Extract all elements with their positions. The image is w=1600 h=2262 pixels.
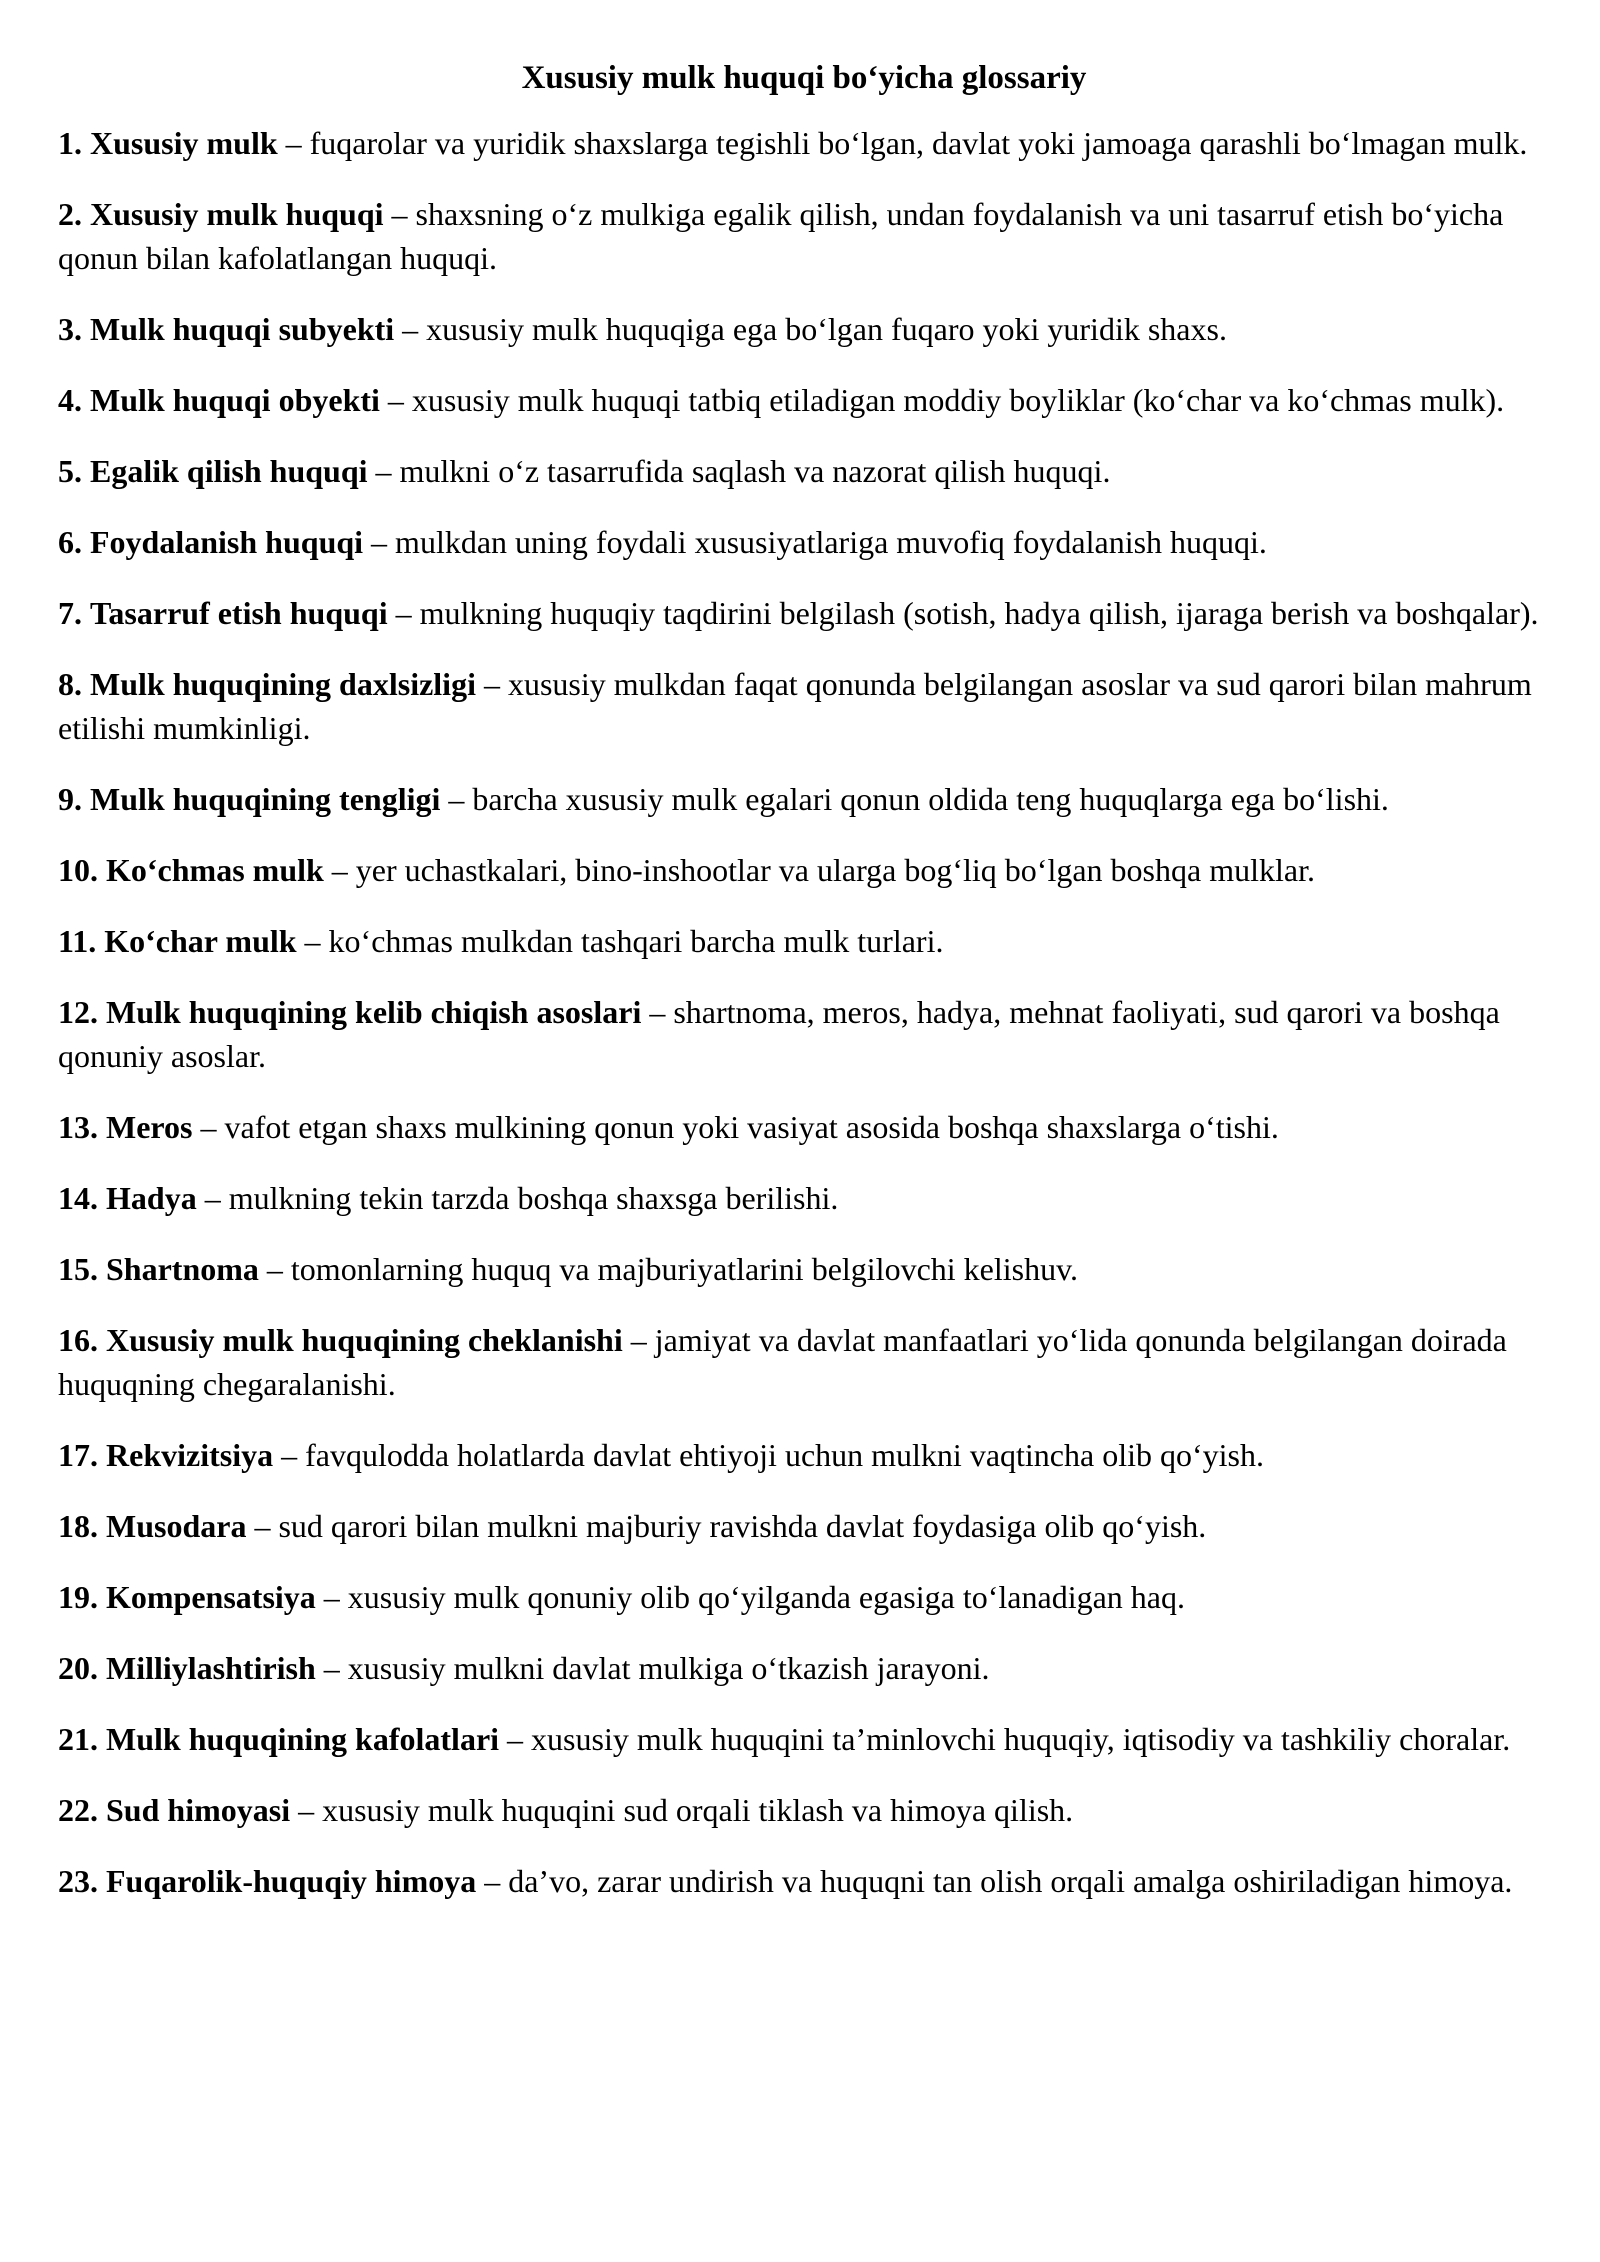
entry-number: 18. (58, 1508, 98, 1544)
entry-number: 2. (58, 196, 82, 232)
entry-term: Mulk huquqining kelib chiqish asoslari (106, 994, 642, 1030)
entry-number: 6. (58, 524, 82, 560)
glossary-entry (58, 848, 1550, 892)
glossary-entry (58, 520, 1550, 564)
document-page (58, 56, 1550, 1930)
entry-term: Musodara (106, 1508, 247, 1544)
glossary-entry (58, 919, 1550, 963)
glossary-entry (58, 1788, 1550, 1832)
entry-definition: xususiy mulk huquqini sud orqali tiklash va himoya qilish. (322, 1792, 1074, 1828)
entry-separator: – (475, 666, 508, 702)
entry-term: Sud himoyasi (106, 1792, 291, 1828)
entry-number: 5. (58, 453, 82, 489)
entry-number: 15. (58, 1251, 98, 1287)
glossary-entry (58, 1433, 1550, 1477)
entry-term: Egalik qilish huquqi (90, 453, 368, 489)
entry-term: Fuqarolik-huquqiy himoya (106, 1863, 477, 1899)
entry-separator: – (499, 1721, 532, 1757)
entry-term: Foydalanish huquqi (90, 524, 364, 560)
entry-separator: – (196, 1180, 229, 1216)
entry-definition: shaxsning o‘z mulkiga egalik qilish, undan foydalanish va uni tasarruf etish bo‘yicha qonun bilan kafolatlangan huquqi. (58, 196, 1504, 276)
entry-term: Mulk huquqining daxlsizligi (90, 666, 476, 702)
glossary-entry (58, 1105, 1550, 1149)
glossary-entry (58, 1318, 1550, 1406)
entry-number: 1. (58, 125, 82, 161)
entry-term: Shartnoma (106, 1251, 259, 1287)
entry-term: Mulk huquqining kafolatlari (106, 1721, 500, 1757)
entry-definition: mulkning huquqiy taqdirini belgilash (sotish, hadya qilish, ijaraga berish va boshqalar). (419, 595, 1539, 631)
glossary-entry (58, 1717, 1550, 1761)
entry-definition: vafot etgan shaxs mulkining qonun yoki vasiyat asosida boshqa shaxslarga o‘tishi. (224, 1109, 1279, 1145)
entry-number: 16. (58, 1322, 98, 1358)
glossary-entry (58, 121, 1550, 165)
glossary-list (58, 121, 1550, 1903)
glossary-entry (58, 662, 1550, 750)
entry-number: 9. (58, 781, 82, 817)
document-title: Xususiy mulk huquqi bo‘yicha glossariy (521, 60, 1087, 96)
entry-definition: xususiy mulkdan faqat qonunda belgilangan asoslar va sud qarori bilan mahrum etilishi mumkinligi. (58, 666, 1532, 746)
entry-term: Rekvizitsiya (106, 1437, 274, 1473)
entry-number: 4. (58, 382, 82, 418)
entry-separator: – (273, 1437, 306, 1473)
entry-definition: shartnoma, meros, hadya, mehnat faoliyati, sud qarori va boshqa qonuniy asoslar. (58, 994, 1500, 1074)
entry-number: 10. (58, 852, 98, 888)
entry-separator: – (394, 311, 427, 347)
glossary-entry (58, 1646, 1550, 1690)
entry-separator: – (476, 1863, 509, 1899)
entry-number: 13. (58, 1109, 98, 1145)
entry-definition: xususiy mulk huquqi tatbiq etiladigan moddiy boyliklar (ko‘char va ko‘chmas mulk). (411, 382, 1505, 418)
entry-separator: – (641, 994, 674, 1030)
entry-definition: da’vo, zarar undirish va huquqni tan olish orqali amalga oshiriladigan himoya. (508, 1863, 1513, 1899)
entry-term: Hadya (106, 1180, 197, 1216)
entry-definition: xususiy mulk huquqiga ega bo‘lgan fuqaro yoki yuridik shaxs. (426, 311, 1227, 347)
entry-separator: – (246, 1508, 279, 1544)
entry-separator: – (622, 1322, 655, 1358)
entry-definition: xususiy mulk qonuniy olib qo‘yilganda egasiga to‘lanadigan haq. (347, 1579, 1185, 1615)
entry-term: Ko‘char mulk (104, 923, 297, 959)
entry-term: Milliylashtirish (106, 1650, 316, 1686)
entry-definition: mulkni o‘z tasarrufida saqlash va nazorat qilish huquqi. (399, 453, 1111, 489)
glossary-entry (58, 449, 1550, 493)
entry-term: Tasarruf etish huquqi (90, 595, 388, 631)
entry-number: 12. (58, 994, 98, 1030)
glossary-entry (58, 192, 1550, 280)
entry-number: 17. (58, 1437, 98, 1473)
glossary-entry (58, 1859, 1550, 1903)
entry-number: 21. (58, 1721, 98, 1757)
entry-separator: – (315, 1650, 348, 1686)
entry-number: 20. (58, 1650, 98, 1686)
entry-separator: – (315, 1579, 348, 1615)
glossary-entry (58, 307, 1550, 351)
entry-separator: – (192, 1109, 225, 1145)
entry-number: 22. (58, 1792, 98, 1828)
entry-definition: xususiy mulkni davlat mulkiga o‘tkazish jarayoni. (347, 1650, 990, 1686)
entry-separator: – (383, 196, 416, 232)
entry-term: Meros (106, 1109, 193, 1145)
entry-separator: – (440, 781, 473, 817)
entry-definition: jamiyat va davlat manfaatlari yo‘lida qonunda belgilangan doirada huquqning chegaralanishi. (58, 1322, 1507, 1402)
entry-separator: – (379, 382, 412, 418)
entry-number: 19. (58, 1579, 98, 1615)
entry-separator: – (367, 453, 400, 489)
entry-separator: – (323, 852, 356, 888)
entry-term: Xususiy mulk (90, 125, 278, 161)
entry-definition: tomonlarning huquq va majburiyatlarini belgilovchi kelishuv. (290, 1251, 1079, 1287)
entry-definition: mulkning tekin tarzda boshqa shaxsga berilishi. (228, 1180, 839, 1216)
entry-definition: yer uchastkalari, bino-inshootlar va ularga bog‘liq bo‘lgan boshqa mulklar. (355, 852, 1315, 888)
entry-separator: – (363, 524, 396, 560)
entry-separator: – (258, 1251, 291, 1287)
glossary-entry (58, 777, 1550, 821)
entry-term: Mulk huquqi obyekti (90, 382, 380, 418)
glossary-entry (58, 990, 1550, 1078)
entry-separator: – (277, 125, 310, 161)
entry-number: 8. (58, 666, 82, 702)
entry-term: Kompensatsiya (106, 1579, 316, 1615)
glossary-entry (58, 1575, 1550, 1619)
entry-number: 3. (58, 311, 82, 347)
entry-term: Xususiy mulk huquqi (90, 196, 384, 232)
glossary-entry (58, 378, 1550, 422)
entry-number: 7. (58, 595, 82, 631)
entry-definition: favqulodda holatlarda davlat ehtiyoji uchun mulkni vaqtincha olib qo‘yish. (305, 1437, 1264, 1473)
entry-term: Mulk huquqining tengligi (90, 781, 441, 817)
entry-definition: fuqarolar va yuridik shaxslarga tegishli bo‘lgan, davlat yoki jamoaga qarashli bo‘lmagan mulk. (309, 125, 1528, 161)
glossary-entry (58, 1504, 1550, 1548)
glossary-entry (58, 591, 1550, 635)
entry-number: 11. (58, 923, 97, 959)
entry-definition: barcha xususiy mulk egalari qonun oldida teng huquqlarga ega bo‘lishi. (472, 781, 1389, 817)
entry-definition: ko‘chmas mulkdan tashqari barcha mulk turlari. (328, 923, 944, 959)
entry-definition: sud qarori bilan mulkni majburiy ravishda davlat foydasiga olib qo‘yish. (278, 1508, 1207, 1544)
entry-definition: xususiy mulk huquqini ta’minlovchi huquqiy, iqtisodiy va tashkiliy choralar. (531, 1721, 1511, 1757)
glossary-entry (58, 1176, 1550, 1220)
entry-separator: – (296, 923, 329, 959)
entry-term: Mulk huquqi subyekti (90, 311, 395, 347)
entry-definition: mulkdan uning foydali xususiyatlariga muvofiq foydalanish huquqi. (395, 524, 1267, 560)
glossary-entry (58, 1247, 1550, 1291)
entry-separator: – (290, 1792, 323, 1828)
entry-number: 23. (58, 1863, 98, 1899)
entry-term: Ko‘chmas mulk (106, 852, 324, 888)
entry-separator: – (387, 595, 420, 631)
entry-term: Xususiy mulk huquqining cheklanishi (106, 1322, 623, 1358)
entry-number: 14. (58, 1180, 98, 1216)
